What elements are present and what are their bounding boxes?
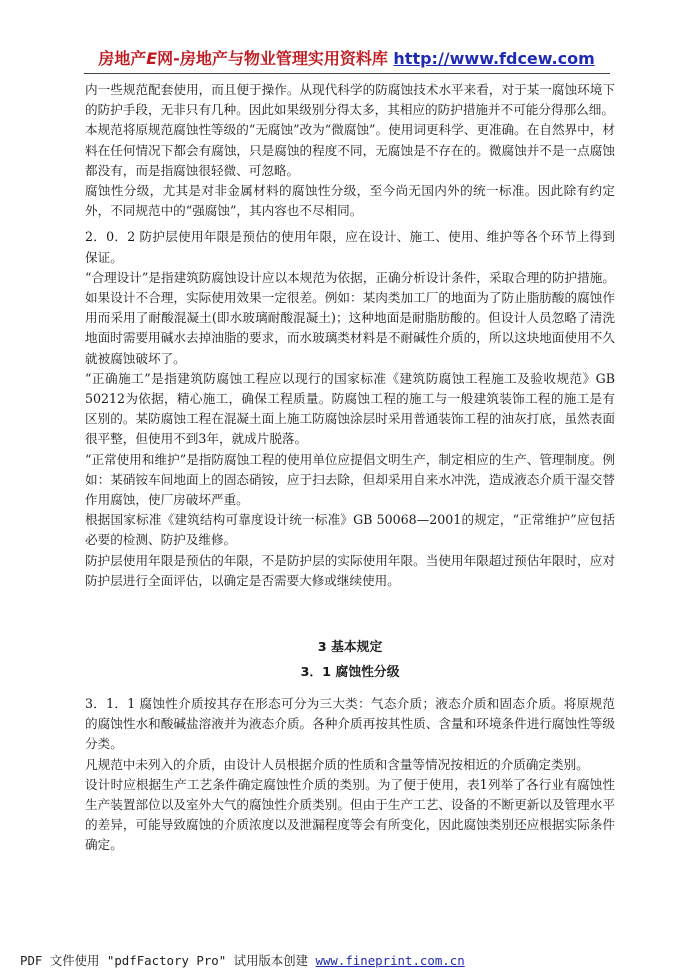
header-brand-part2: 网-房地产与物业管理实用资料库: [157, 49, 388, 68]
section-paragraph: 凡规范中未列入的介质，由设计人员根据介质的性质和含量等情况按相近的介质确定类别。: [85, 756, 589, 772]
body-paragraph: 防护层使用年限是预估的年限，不是防护层的实际使用年限。当使用年限超过预估年限时，应对防护层进行全面评估，以确定是否需要大修或继续使用。: [85, 552, 615, 588]
page-header: [0, 46, 693, 69]
section-paragraph: 设计时应根据生产工艺条件确定腐蚀性介质的类别。为了便于使用，表1列举了各行业有腐蚀性生产装置部位以及室外大气的腐蚀性介质类别。但由于生产工艺、设备的不断更新以及管理水平的差异，可能导致腐蚀的介质浓度以及泄漏程度等会有所变化，因此腐蚀类别还应根据实际条件确定。: [85, 776, 615, 853]
footer-text: PDF 文件使用 "pdfFactory Pro" 试用版本创建: [20, 953, 316, 968]
body-paragraph: 2．0．2 防护层使用年限是预估的使用年限，应在设计、施工、使用、维护等各个环节上得到保证。: [85, 229, 615, 265]
body-paragraph: 本规范将原规范腐蚀性等级的“无腐蚀”改为“微腐蚀”。使用词更科学、更准确。在自然界中，材料在任何情况下都会有腐蚀，只是腐蚀的程度不同，无腐蚀是不存在的。微腐蚀并不是一点腐蚀都没有，而是指腐蚀很轻微、可忽略。: [85, 122, 615, 178]
body-paragraph: “合理设计”是指建筑防腐蚀设计应以本规范为依据，正确分析设计条件，采取合理的防护措施。如果设计不合理，实际使用效果一定很差。例如：某肉类加工厂的地面为了防止脂肪酸的腐蚀作用而采用了耐酸混凝土(即水玻璃耐酸混凝土)；这种地面是耐脂肪酸的。但设计人员忽略了清洗地面时需要用碱水去掉油脂的要求，而水玻璃类材料是不耐碱性介质的，所以这块地面使用不久就被腐蚀破坏了。: [85, 269, 615, 366]
body-paragraph: 内一些规范配套使用，而且便于操作。从现代科学的防腐蚀技术水平来看，对于某一腐蚀环境下的防护手段，无非只有几种。因此如果级别分得太多，其相应的防护措施并不可能分得那么细。: [85, 82, 615, 118]
body-paragraph: “正确施工”是指建筑防腐蚀工程应以现行的国家标准《建筑防腐蚀工程施工及验收规范》GB 50212为依据，精心施工，确保工程质量。防腐蚀工程的施工与一般建筑装饰工程的施工是有区别的。某防腐蚀工程在混凝土面上施工防腐蚀涂层时采用普通装饰工程的油灰打底，虽然表面很平整，但使用不到3年，就成片脱落。: [85, 370, 615, 447]
body-paragraph: 腐蚀性分级，尤其是对非金属材料的腐蚀性分级，至今尚无国内外的统一标准。因此除有约定外，不同规范中的“强腐蚀”，其内容也不尽相同。: [85, 183, 615, 219]
section-basic-provisions: [85, 636, 615, 856]
body-paragraph: “正常使用和维护”是指防腐蚀工程的使用单位应提倡文明生产，制定相应的生产、管理制度。例如：某硝铵车间地面上的固态硝铵，应于扫去除，但却采用自来水冲洗，造成液态介质干湿交替作用腐蚀，使厂房破坏严重。: [85, 451, 615, 508]
section-title: 3 基本规定: [317, 640, 383, 655]
header-divider: [84, 73, 610, 74]
body-paragraph: 根据国家标准《建筑结构可靠度设计统一标准》GB 50068—2001的规定，“正常维护”应包括必要的检测、防护及维修。: [85, 512, 615, 548]
header-brand-e: E: [146, 49, 158, 68]
footer-link[interactable]: www.fineprint.com.cn: [315, 953, 465, 968]
header-brand-part1: 房地产: [98, 49, 147, 68]
header-url-link[interactable]: http://www.fdcew.com: [393, 49, 595, 68]
section-paragraph: 3．1．1 腐蚀性介质按其存在形态可分为三大类：气态介质；液态介质和固态介质。将原规范的腐蚀性水和酸碱盐溶液并为液态介质。各种介质再按其性质、含量和环境条件进行腐蚀性等级分类。: [85, 696, 615, 752]
section-subtitle: 3．1 腐蚀性分级: [300, 665, 400, 680]
page-footer: [20, 951, 465, 969]
section-body: [85, 694, 615, 856]
document-body: [85, 80, 615, 591]
